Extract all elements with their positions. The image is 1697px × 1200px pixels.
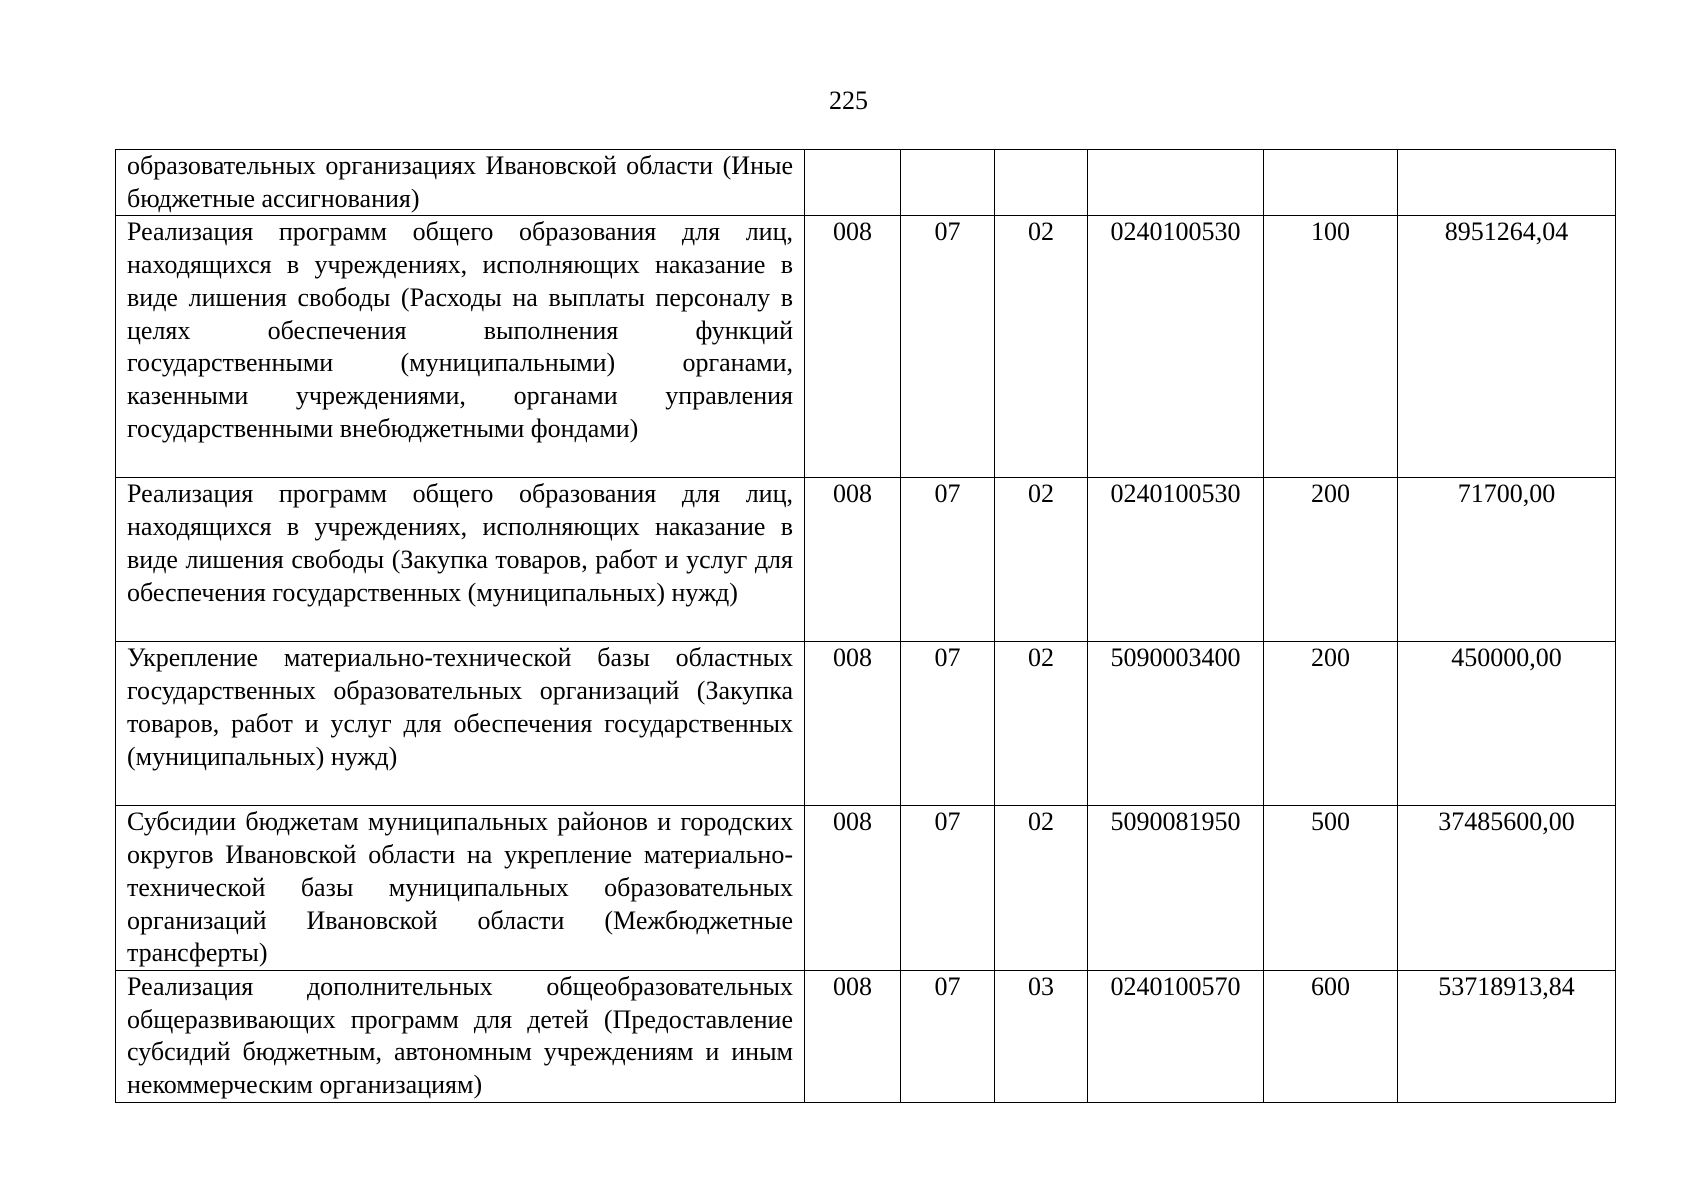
section-code: 07 xyxy=(901,642,995,806)
expense-type-code xyxy=(1264,150,1398,216)
ministry-code xyxy=(805,150,901,216)
subsection-code: 03 xyxy=(995,970,1088,1102)
target-article-code: 0240100530 xyxy=(1088,216,1264,478)
subsection-code: 02 xyxy=(995,642,1088,806)
table-row xyxy=(116,806,1616,971)
target-article-code xyxy=(1088,150,1264,216)
table-row xyxy=(116,150,1616,216)
page-number: 225 xyxy=(829,86,868,115)
subsection-code: 02 xyxy=(995,806,1088,971)
table-row xyxy=(116,970,1616,1102)
section-code: 07 xyxy=(901,478,995,642)
target-article-code: 0240100570 xyxy=(1088,970,1264,1102)
ministry-code: 008 xyxy=(805,216,901,478)
section-code: 07 xyxy=(901,216,995,478)
subsection-code: 02 xyxy=(995,216,1088,478)
expense-description: Реализация дополнительных общеобразовательных общеразвивающих программ для детей (Предоставление субсидий бюджетным, автономным учреждениям и иным некоммерческим организациям) xyxy=(116,970,805,1102)
expense-type-code: 600 xyxy=(1264,970,1398,1102)
table-row xyxy=(116,478,1616,642)
amount: 53718913,84 xyxy=(1398,970,1616,1102)
expense-description: Укрепление материально-технической базы областных государственных образовательных организаций (Закупка товаров, работ и услуг для обеспечения государственных (муниципальных) нужд) xyxy=(116,642,805,806)
amount: 71700,00 xyxy=(1398,478,1616,642)
expense-type-code: 200 xyxy=(1264,642,1398,806)
budget-table xyxy=(115,149,1616,1103)
table-row xyxy=(116,642,1616,806)
amount: 37485600,00 xyxy=(1398,806,1616,971)
ministry-code: 008 xyxy=(805,806,901,971)
subsection-code: 02 xyxy=(995,478,1088,642)
amount: 450000,00 xyxy=(1398,642,1616,806)
expense-description: Реализация программ общего образования для лиц, находящихся в учреждениях, исполняющих наказание в виде лишения свободы (Закупка товаров, работ и услуг для обеспечения государственных (муниципальных) нужд) xyxy=(116,478,805,642)
section-code: 07 xyxy=(901,806,995,971)
ministry-code: 008 xyxy=(805,478,901,642)
target-article-code: 0240100530 xyxy=(1088,478,1264,642)
ministry-code: 008 xyxy=(805,642,901,806)
expense-description: Субсидии бюджетам муниципальных районов и городских округов Ивановской области на укрепление материально-технической базы муниципальных образовательных организаций Ивановской области (Межбюджетные трансферты) xyxy=(116,806,805,971)
section-code: 07 xyxy=(901,970,995,1102)
expense-type-code: 100 xyxy=(1264,216,1398,478)
amount: 8951264,04 xyxy=(1398,216,1616,478)
section-code xyxy=(901,150,995,216)
target-article-code: 5090081950 xyxy=(1088,806,1264,971)
ministry-code: 008 xyxy=(805,970,901,1102)
expense-description: образовательных организациях Ивановской области (Иные бюджетные ассигнования) xyxy=(116,150,805,216)
table-row xyxy=(116,216,1616,478)
expense-type-code: 200 xyxy=(1264,478,1398,642)
subsection-code xyxy=(995,150,1088,216)
expense-description: Реализация программ общего образования для лиц, находящихся в учреждениях, исполняющих наказание в виде лишения свободы (Расходы на выплаты персоналу в целях обеспечения выполнения функций государственными (муниципальными) органами, казенными учреждениями, органами управления государственными внебюджетными фондами) xyxy=(116,216,805,478)
target-article-code: 5090003400 xyxy=(1088,642,1264,806)
expense-type-code: 500 xyxy=(1264,806,1398,971)
amount xyxy=(1398,150,1616,216)
